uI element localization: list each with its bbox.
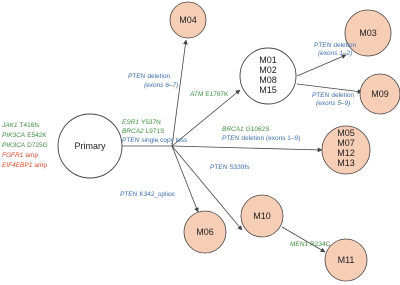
cluster-a-label-2: M02 (259, 65, 277, 75)
label-to-m09-line-2: (exons 5–9) (316, 100, 351, 107)
node-m11[interactable] (325, 239, 367, 281)
edge-labels (120, 42, 356, 248)
cluster-a-label-4: M15 (259, 85, 277, 95)
node-m09[interactable] (360, 74, 400, 114)
edge-to-m06 (172, 146, 198, 212)
label-to-m11: MEN1 R234C (290, 241, 331, 248)
label-to-cluster-b-line-1: BRCA1 G1062S (222, 126, 270, 133)
node-cluster-a[interactable] (240, 48, 296, 104)
node-m06[interactable] (184, 211, 226, 253)
node-primary[interactable] (58, 114, 122, 178)
edge-to-m04 (172, 40, 186, 146)
label-to-cluster-a: ATM E1787K (190, 91, 229, 98)
label-to-m06: PTEN K342_splice (120, 191, 175, 198)
edge-to-cluster-b (172, 146, 322, 150)
label-to-m10: PTEN S339fs (210, 164, 250, 171)
edge-to-m11 (282, 227, 325, 252)
primary-mutation-3: PIK3CA D725G (2, 142, 48, 149)
node-m10[interactable] (241, 195, 283, 237)
cluster-b-label-1: M05 (337, 128, 355, 138)
primary-mutation-2: PIK3CA E542K (2, 132, 47, 139)
trunk-mutation-3: PTEN single copy loss (122, 137, 188, 144)
cluster-b-label-4: M13 (337, 158, 355, 168)
edge-to-m03 (297, 55, 346, 76)
trunk-mutation-list (122, 119, 188, 144)
cluster-a-label-1: M01 (259, 55, 277, 65)
node-m11-label: M11 (337, 255, 355, 265)
trunk-mutation-2: BRCA2 L971S (122, 128, 165, 135)
edge-to-m09 (297, 84, 362, 92)
node-m04-label: M04 (179, 15, 197, 25)
node-primary-label: Primary (74, 141, 106, 151)
cluster-a-label-3: M08 (259, 75, 277, 85)
label-to-cluster-b-line-2: PTEN deletion (exons 1–9) (222, 135, 301, 142)
label-to-m03-line-2: (exons 1–2) (318, 50, 353, 57)
node-m04[interactable] (170, 2, 206, 38)
primary-mutation-1: JAK1 T416fs (2, 122, 40, 129)
cluster-b-label-3: M12 (337, 148, 355, 158)
label-to-m03-line-1: PTEN deletion (314, 42, 357, 49)
label-to-m04-line-1: PTEN deletion (128, 73, 171, 80)
trunk-mutation-1: ESR1 Y537N (122, 119, 161, 126)
label-to-m04-line-2: (exons 6–7) (144, 82, 179, 89)
primary-mutation-4: FGFR1 amp (2, 152, 38, 159)
primary-mutation-list (1, 122, 48, 169)
label-to-m09-line-1: PTEN deletion (312, 92, 355, 99)
cluster-b-label-2: M07 (337, 138, 355, 148)
node-m03-label: M03 (359, 28, 377, 38)
node-cluster-b[interactable] (322, 126, 370, 174)
primary-mutation-5: EIF4EBP1 amp (2, 162, 48, 169)
node-m10-label: M10 (253, 211, 271, 221)
node-m06-label: M06 (196, 227, 214, 237)
node-m09-label: M09 (371, 89, 389, 99)
